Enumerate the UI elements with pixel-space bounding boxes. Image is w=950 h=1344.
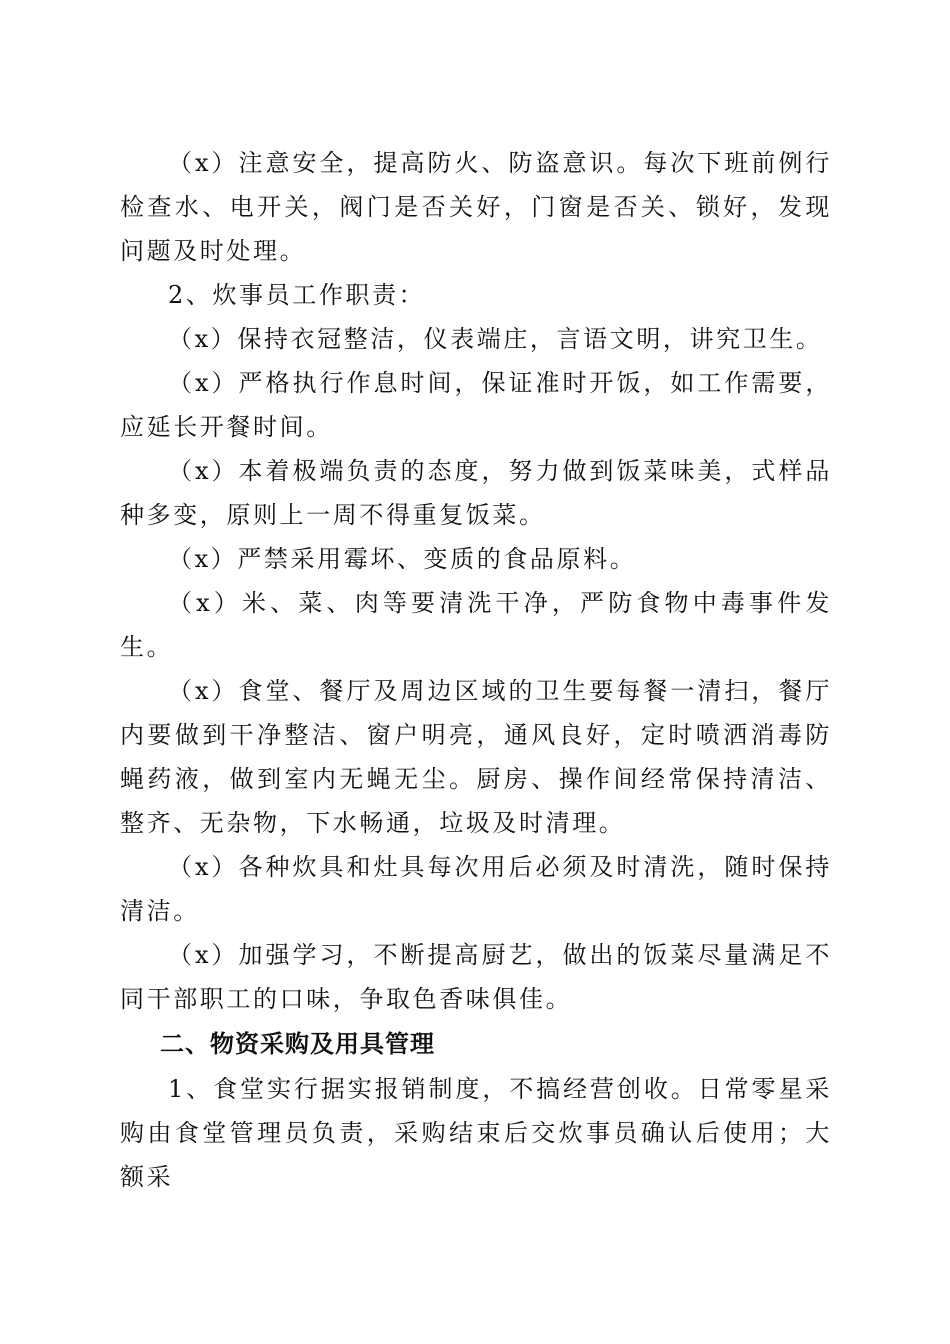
- document-page: [120, 141, 832, 1199]
- washing-paragraph: （x）米、菜、肉等要清洗干净，严防食物中毒事件发生。: [120, 589, 832, 661]
- reimbursement-paragraph: 1、食堂实行据实报销制度，不搞经营创收。日常零星采购由食堂管理员负责，采购结束后交炊事员确认后使用；大额采: [120, 1075, 832, 1191]
- ingredients-paragraph: （x）严禁采用霉坏、变质的食品原料。: [168, 545, 637, 573]
- schedule-paragraph: （x）严格执行作息时间，保证准时开饭，如工作需要，应延长开餐时间。: [120, 369, 832, 441]
- dress-hygiene-paragraph: （x）保持衣冠整洁，仪表端庄，言语文明，讲究卫生。: [168, 325, 823, 353]
- menu-variety-paragraph: （x）本着极端负责的态度，努力做到饭菜味美，式样品种多变，原则上一周不得重复饭菜。: [120, 457, 832, 529]
- skills-paragraph: （x）加强学习，不断提高厨艺，做出的饭菜尽量满足不同干部职工的口味，争取色香味俱佳。: [120, 941, 832, 1013]
- safety-duty-paragraph: （x）注意安全，提高防火、防盗意识。每次下班前例行检查水、电开关，阀门是否关好，门窗是否关、锁好，发现问题及时处理。: [120, 149, 832, 265]
- cook-duties-subheading: 2、炊事员工作职责：: [168, 281, 426, 309]
- cookware-paragraph: （x）各种炊具和灶具每次用后必须及时清洗，随时保持清洁。: [120, 853, 832, 925]
- cleaning-paragraph: （x）食堂、餐厅及周边区域的卫生要每餐一清扫，餐厅内要做到干净整洁、窗户明亮，通风良好，定时喷洒消毒防蝇药液，做到室内无蝇无尘。厨房、操作间经常保持清洁、整齐、无杂物，下水畅通，垃圾及时清理。: [120, 677, 832, 837]
- section-heading-procurement: 二、物资采购及用具管理: [160, 1030, 435, 1058]
